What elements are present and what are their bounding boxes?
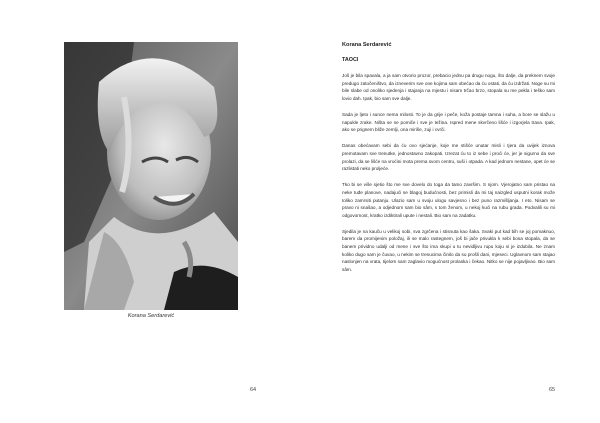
author-name: Korana Serdarević bbox=[342, 42, 392, 48]
paragraph-3: Danas obećavam sebi da ću ovo sjećanje, koje me stišće unutar misli i tjera da uvijek iznova premotavam sve trenutke, jednostavno zakopati. Izrezat ću to iz sebe i proći će, jer je sigurno da sve prolazi, da se lišće na vrućini mota prema svom centru, suši i otpada. A kad jednom nestane, opet će se razlistati neko proljeće. bbox=[342, 143, 555, 172]
right-page bbox=[300, 0, 600, 423]
page-number-right: 65 bbox=[549, 387, 556, 393]
story-title: TAOCI bbox=[342, 57, 359, 63]
paragraph-1: Još je bila spavala, a ja sam otvorio prozor, prebacio jednu pa drugu nogu, što dalje, da preknem svoje predugo zatočeništvo, da izneverim sve one kojima sam obećao da ću ostati, da ću izdržati. Noge su mi bile slabe od onoliko sjedenja i stajanja na mjestu i nisam trčao brzo, stopala su me pekla i teško sam lovio dah. Ipak, bio sam sve dalje. bbox=[342, 73, 555, 101]
photo-caption: Korana Serdarević bbox=[127, 313, 175, 319]
paragraph-4: Tko bi se više sjetio što me sve dovelo do toga da tamo završim. S njom. Vjerojatno sam pristao na neke tuđe planove, nadajući se blagoj budućnosti, bez primisli da mi taj naizgled usputni korak može toliko zamrsiti putanju. Ulazio sam u svoju ulogu savjesno i bez puno razmišljanja. I eto. Nisam se pravo ni snašao, a odjednom sam bio sâm, s tom ženom, u nekoj kući na rubu grada. Podvalili su mi odgovornost, kratko izdiktirali upute i nestali. Bio sam na zadatku. bbox=[342, 182, 555, 218]
page-number-left: 64 bbox=[250, 387, 257, 393]
portrait-illustration bbox=[64, 42, 238, 310]
portrait-photo bbox=[64, 42, 238, 310]
paragraph-2: Sada je ljeto i sunce nema milosti. To je da grije i peče, koža postaje tamna i suha, a bore se slažu u napukle zrake. Ništa se ne pomiče i sve je težina. Ispred mene skvrčeno lišće i izgorjela trava. Ipak, ako se prignem bliže zemlji, ona miriše, zuji i cvrči. bbox=[342, 111, 555, 133]
text-column bbox=[342, 42, 555, 282]
paragraph-5: Sjedila je na kauču u velikoj sobi, sva zgrčena i stisnuta kao šaka. Svaki put kad bih se joj pomaknuo, barem da promijenim položaj, ili se malo rastegnem, još bi jače privukla k sebi bosa stopala, da se banem prividno udalji od mene i sve što ima skupi u tu nevidljivu rupu koju si je izdubila. Ne znam koliko dugo sam je čuvao, u nekim se trenucima činilo da su prošli dani, mjeseci. Uglavnom sam stajao naslonjen na vrata, tijelom sam zaglavio mogućnost prolaska i čekao. Nitko se nije pojavljivao. Bio sam sâm. bbox=[342, 228, 555, 272]
